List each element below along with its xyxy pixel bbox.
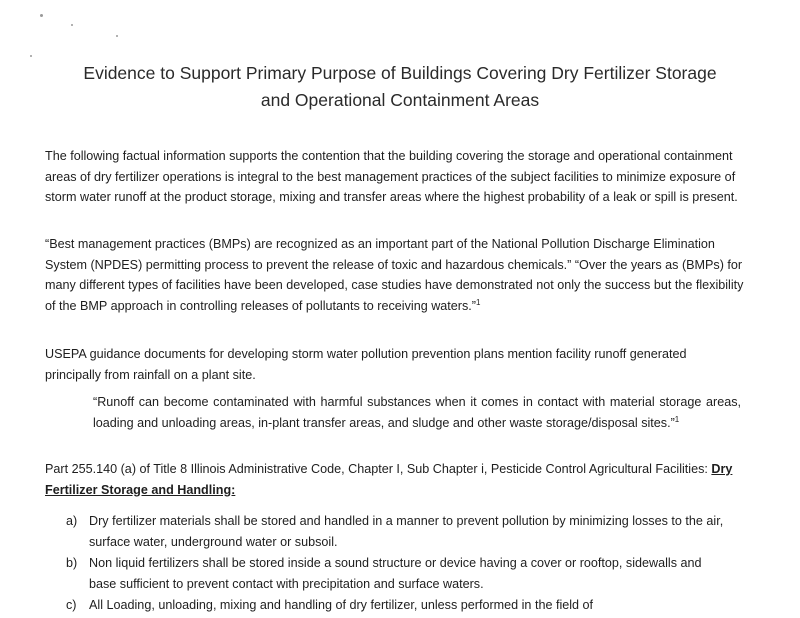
list-marker: b) [66, 556, 78, 570]
document-title [30, 60, 770, 114]
list-item-text: All Loading, unloading, mixing and handling of dry fertilizer, unless performed in the field of [89, 598, 594, 612]
list-marker: a) [66, 514, 78, 528]
title-line-2: and Operational Containment Areas [260, 90, 540, 110]
paragraph-intro: The following factual information supports the contention that the building covering the storage and operational containment areas of dry fertilizer operations is integral to the best management practices of the subject facilities to minimize exposure of storm water runoff at the product storage, mixing and transfer areas where the highest probability of a leak or spill is present. [45, 149, 738, 204]
paragraph-bmp-text: “Best management practices (BMPs) are recognized as an important part of the National Pollution Discharge Elimination System (NPDES) permitting process to prevent the release of toxic and hazardous chemicals.” “Over the years as (BMPs) for many different types of facilities have been developed, case studies have demonstrated not only the success but the flexibility of the BMP approach in controlling releases of pollutants to receiving waters.” [45, 237, 744, 313]
scan-speck [30, 55, 32, 57]
scan-speck [71, 24, 73, 26]
footnote-ref: 1 [674, 414, 680, 424]
footnote-ref: 1 [476, 297, 481, 307]
paragraph-bmp [45, 234, 745, 316]
paragraph-regulation [45, 459, 745, 500]
list-marker: c) [66, 598, 77, 612]
regulation-text: Part 255.140 (a) of Title 8 Illinois Administrative Code, Chapter I, Sub Chapter i, Pesticide Control Agricultural Facilities: [45, 462, 712, 476]
list-item-text: Dry fertilizer materials shall be stored and handled in a manner to prevent pollution by minimizing losses to the air, surface water, underground water or subsoil. [89, 514, 724, 549]
title-line-1: Evidence to Support Primary Purpose of Buildings Covering Dry Fertilizer Storage [83, 63, 717, 83]
list-item-text: Non liquid fertilizers shall be stored inside a sound structure or device having a cover or rooftop, sidewalls and base sufficient to prevent contact with precipitation and surface waters. [89, 556, 702, 591]
block-quote [93, 392, 741, 433]
paragraph-usepa: USEPA guidance documents for developing storm water pollution prevention plans mention facility runoff generated principally from rainfall on a plant site. [45, 347, 687, 382]
scan-speck [40, 14, 43, 17]
block-quote-text: “Runoff can become contaminated with harmful substances when it comes in contact with material storage areas, loading and unloading areas, in-plant transfer areas, and sludge and other waste storage/disposal sites.” [93, 395, 741, 430]
scan-speck [116, 35, 118, 37]
regulation-heading: Dry Fertilizer Storage and Handling: [45, 462, 733, 497]
